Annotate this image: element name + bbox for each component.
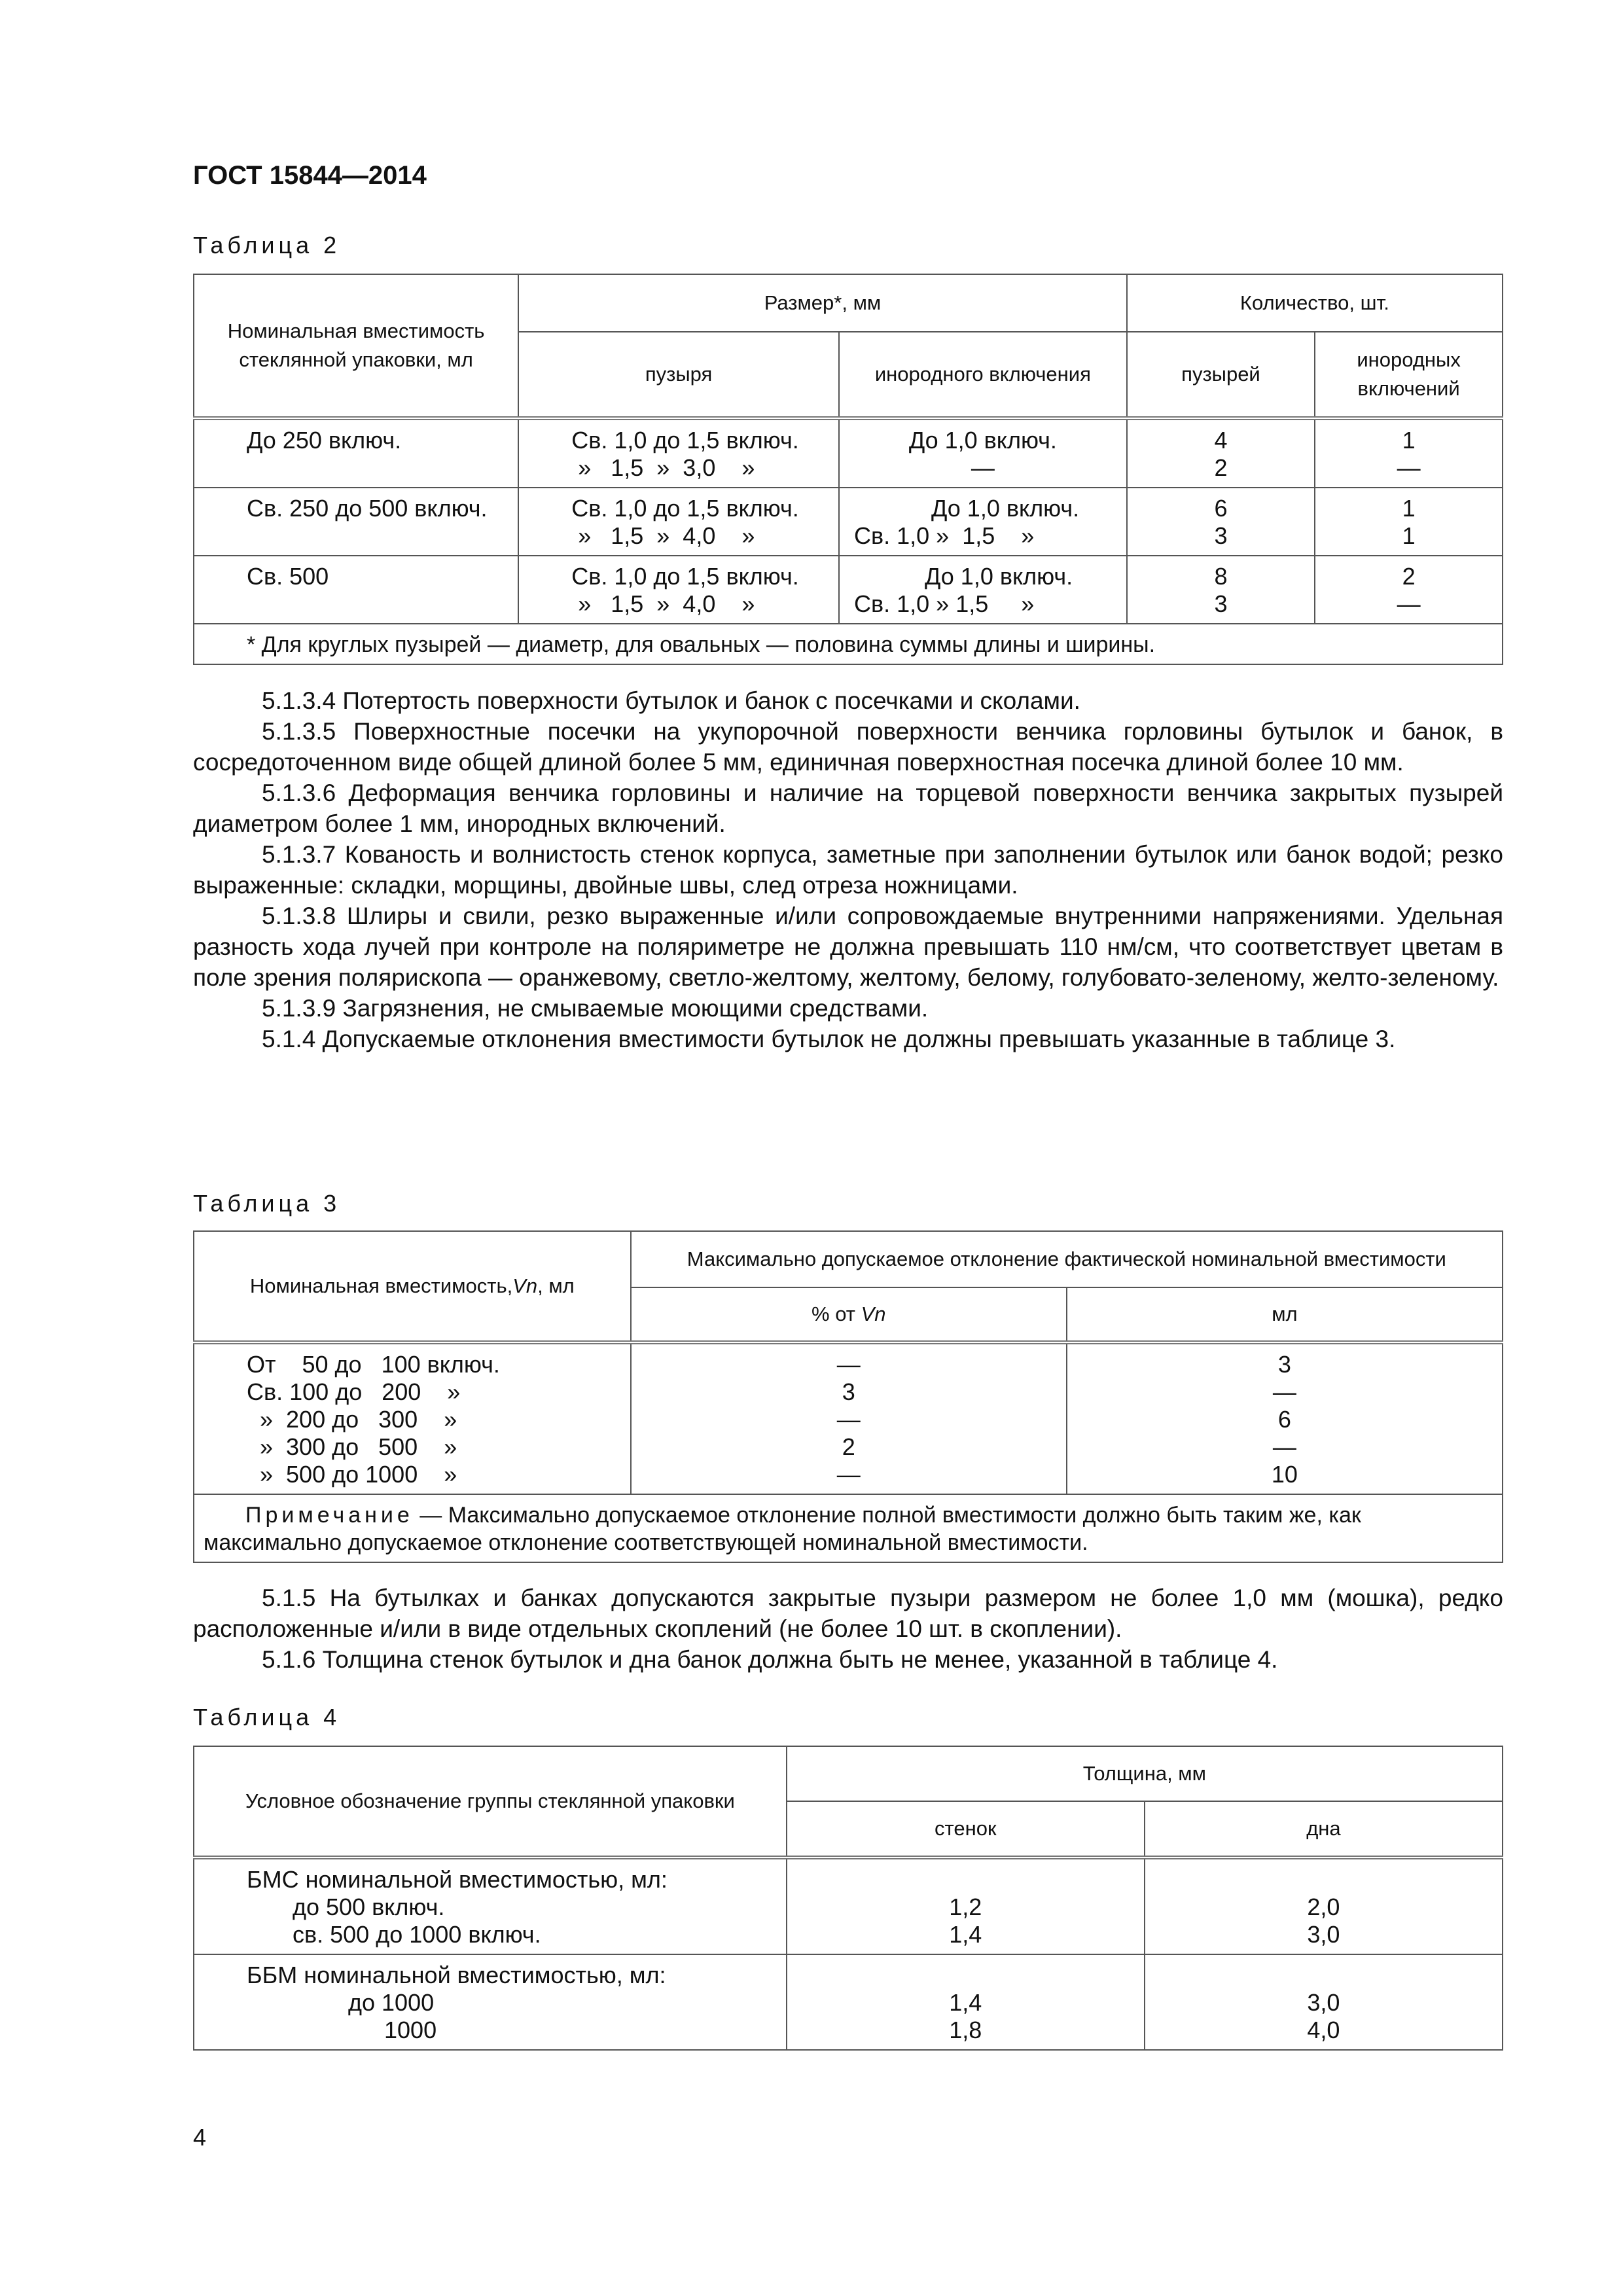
table2-caption: Таблица 2 xyxy=(193,232,341,259)
table2-bubble: » 1,5 » 4,0 » xyxy=(578,522,755,549)
table4-group-item: св. 500 до 1000 включ. xyxy=(293,1921,541,1948)
table4-col-bottom: дна xyxy=(1145,1801,1503,1857)
table2-inclusions: — xyxy=(1397,590,1421,617)
paragraph: 5.1.3.7 Кованость и волнистость стенок корпуса, заметные при заполнении бутылок или банок водой; резко выраженные: складки, морщины, двойные швы, след отреза ножницами. xyxy=(193,841,1503,899)
table2-col-bubbles: пузырей xyxy=(1127,332,1315,418)
table2-bubbles: 4 xyxy=(1214,427,1228,454)
table4-col-walls: стенок xyxy=(787,1801,1145,1857)
table3-percent: — xyxy=(836,1406,861,1433)
table3 xyxy=(193,1230,1503,1563)
table-row xyxy=(194,488,1503,556)
table3-note xyxy=(194,1494,1503,1562)
table-row xyxy=(194,556,1503,624)
table4 xyxy=(193,1746,1503,2051)
table3-ml: 10 xyxy=(1271,1461,1298,1488)
table3-percent: — xyxy=(836,1461,861,1488)
table2-footnote: * Для круглых пузырей — диаметр, для овальных — половина суммы длины и ширины. xyxy=(194,624,1503,664)
table2-col-bubble: пузыря xyxy=(518,332,839,418)
body-text-1 xyxy=(193,685,1503,1054)
table-row xyxy=(194,418,1503,488)
table4-group-title: ББМ номинальной вместимостью, мл: xyxy=(247,1962,666,1988)
table4-bottom: 3,0 xyxy=(1307,1989,1340,2016)
table3-col-percent-var: Vn xyxy=(861,1302,886,1325)
table4-bottom: 2,0 xyxy=(1307,1893,1340,1920)
paragraph: 5.1.3.9 Загрязнения, не смываемые моющими средствами. xyxy=(262,995,929,1022)
table4-walls: 1,4 xyxy=(949,1921,982,1948)
table2-capacity: Св. 500 xyxy=(194,556,518,624)
table4-walls: 1,4 xyxy=(949,1989,982,2016)
table3-capacity: От 50 до 100 включ. xyxy=(247,1351,500,1378)
table2-inclusion: Св. 1,0 » 1,5 » xyxy=(854,590,1035,617)
table3-percent: — xyxy=(836,1351,861,1378)
table-row xyxy=(194,1342,1503,1494)
table4-walls: 1,2 xyxy=(949,1893,982,1920)
table2-inclusion: До 1,0 включ. xyxy=(908,427,1057,454)
table3-capacity: » 500 до 1000 » xyxy=(247,1461,457,1488)
table2-bubble: » 1,5 » 3,0 » xyxy=(578,454,755,481)
paragraph: 5.1.4 Допускаемые отклонения вместимости бутылок не должны превышать указанные в таблице 3. xyxy=(262,1026,1396,1052)
table2-bubbles: 3 xyxy=(1214,522,1228,549)
table2-inclusions: 1 xyxy=(1402,495,1416,522)
table3-col-percent xyxy=(631,1287,1067,1342)
table3-capacity: » 200 до 300 » xyxy=(247,1406,457,1433)
table2-bubbles: 8 xyxy=(1214,563,1228,590)
paragraph: 5.1.6 Толщина стенок бутылок и дна банок должна быть не менее, указанной в таблице 4. xyxy=(262,1646,1278,1673)
page-number: 4 xyxy=(193,2124,207,2151)
table3-caption: Таблица 3 xyxy=(193,1190,341,1217)
table4-group-title: БМС номинальной вместимостью, мл: xyxy=(247,1866,668,1893)
table3-col-capacity-var: Vn xyxy=(512,1274,538,1297)
paragraph: 5.1.3.8 Шлиры и свили, резко выраженные и/или сопровождаемые внутренними напряжениями. Удельная разность хода лучей при контроле на поляриметре не должна превышать 110 нм/см, что соответствует цветам в поле зрения полярископа — оранжевому, светло-желтому, желтому, белому, голубовато-зеленому, желто-зеленому. xyxy=(193,903,1503,991)
table3-col-percent-text: % от xyxy=(812,1302,855,1325)
table3-note-text: — Максимально допускаемое отклонение полной вместимости должно быть таким же, как максимально допускаемое отклонение соответствующей номинальной вместимости. xyxy=(204,1503,1361,1555)
table2 xyxy=(193,274,1503,665)
table2-col-inclusion: инородного включения xyxy=(839,332,1127,418)
table2-col-size: Размер*, мм xyxy=(518,274,1127,332)
table4-caption: Таблица 4 xyxy=(193,1704,341,1731)
table-row xyxy=(194,1857,1503,1954)
table4-group-item: 1000 xyxy=(384,2017,437,2043)
table4-group-item: до 1000 xyxy=(348,1989,435,2016)
table2-inclusion: — xyxy=(971,454,995,481)
paragraph: 5.1.3.4 Потертость поверхности бутылок и банок с посечками и сколами. xyxy=(262,687,1080,714)
body-text-2 xyxy=(193,1583,1503,1675)
table4-bottom: 4,0 xyxy=(1307,2017,1340,2043)
paragraph: 5.1.5 На бутылках и банках допускаются закрытые пузыри размером не более 1,0 мм (мошка), редко расположенные и/или в виде отдельных скоплений (не более 10 шт. в скоплении). xyxy=(193,1585,1503,1642)
table2-bubbles: 6 xyxy=(1214,495,1228,522)
standard-header: ГОСТ 15844—2014 xyxy=(193,161,427,190)
table3-capacity: Св. 100 до 200 » xyxy=(247,1378,461,1405)
table2-inclusion: До 1,0 включ. xyxy=(925,563,1073,590)
table3-ml: 3 xyxy=(1277,1351,1291,1378)
table3-ml: 6 xyxy=(1277,1406,1291,1433)
table2-col-capacity: Номинальная вместимость стеклянной упаковки, мл xyxy=(194,274,518,418)
table2-inclusion: До 1,0 включ. xyxy=(931,495,1080,522)
table3-percent: 3 xyxy=(842,1378,855,1405)
table4-bottom: 3,0 xyxy=(1307,1921,1340,1948)
table2-bubble: » 1,5 » 4,0 » xyxy=(578,590,755,617)
table2-inclusions: — xyxy=(1397,454,1421,481)
table2-col-count: Количество, шт. xyxy=(1127,274,1503,332)
table2-inclusions: 1 xyxy=(1402,427,1416,454)
table2-bubble: Св. 1,0 до 1,5 включ. xyxy=(571,495,799,522)
table3-capacity: » 300 до 500 » xyxy=(247,1433,457,1460)
table3-note-label: Примечание xyxy=(245,1503,414,1528)
table2-inclusions: 1 xyxy=(1402,522,1416,549)
table2-bubbles: 3 xyxy=(1214,590,1228,617)
table4-group-item: до 500 включ. xyxy=(293,1893,445,1920)
table3-col-capacity-unit: , мл xyxy=(537,1274,575,1297)
table2-bubble: Св. 1,0 до 1,5 включ. xyxy=(571,563,799,590)
table2-inclusions: 2 xyxy=(1402,563,1416,590)
table3-percent: 2 xyxy=(842,1433,855,1460)
table2-bubble: Св. 1,0 до 1,5 включ. xyxy=(571,427,799,454)
table2-capacity: До 250 включ. xyxy=(194,418,518,488)
table4-col-group: Условное обозначение группы стеклянной упаковки xyxy=(194,1746,787,1857)
table4-walls: 1,8 xyxy=(949,2017,982,2043)
paragraph: 5.1.3.5 Поверхностные посечки на укупорочной поверхности венчика горловины бутылок и банок, в сосредоточенном виде общей длиной более 5 мм, единичная поверхностная посечка длиной более 10 мм. xyxy=(193,718,1503,776)
table3-ml: — xyxy=(1272,1433,1296,1460)
paragraph: 5.1.3.6 Деформация венчика горловины и наличие на торцевой поверхности венчика закрытых пузырей диаметром более 1 мм, инородных включений. xyxy=(193,780,1503,837)
table3-col-deviation: Максимально допускаемое отклонение фактической номинальной вместимости xyxy=(631,1231,1503,1287)
table2-capacity: Св. 250 до 500 включ. xyxy=(194,488,518,556)
table3-ml: — xyxy=(1272,1378,1296,1405)
table2-col-inclusions: инородных включений xyxy=(1315,332,1503,418)
table2-inclusion: Св. 1,0 » 1,5 » xyxy=(854,522,1035,549)
table3-col-capacity-text: Номинальная вместимость, xyxy=(249,1274,513,1297)
table3-col-ml: мл xyxy=(1067,1287,1503,1342)
table-row xyxy=(194,1954,1503,2050)
table2-bubbles: 2 xyxy=(1214,454,1228,481)
table3-col-capacity xyxy=(194,1231,631,1342)
table4-col-thickness: Толщина, мм xyxy=(787,1746,1503,1801)
